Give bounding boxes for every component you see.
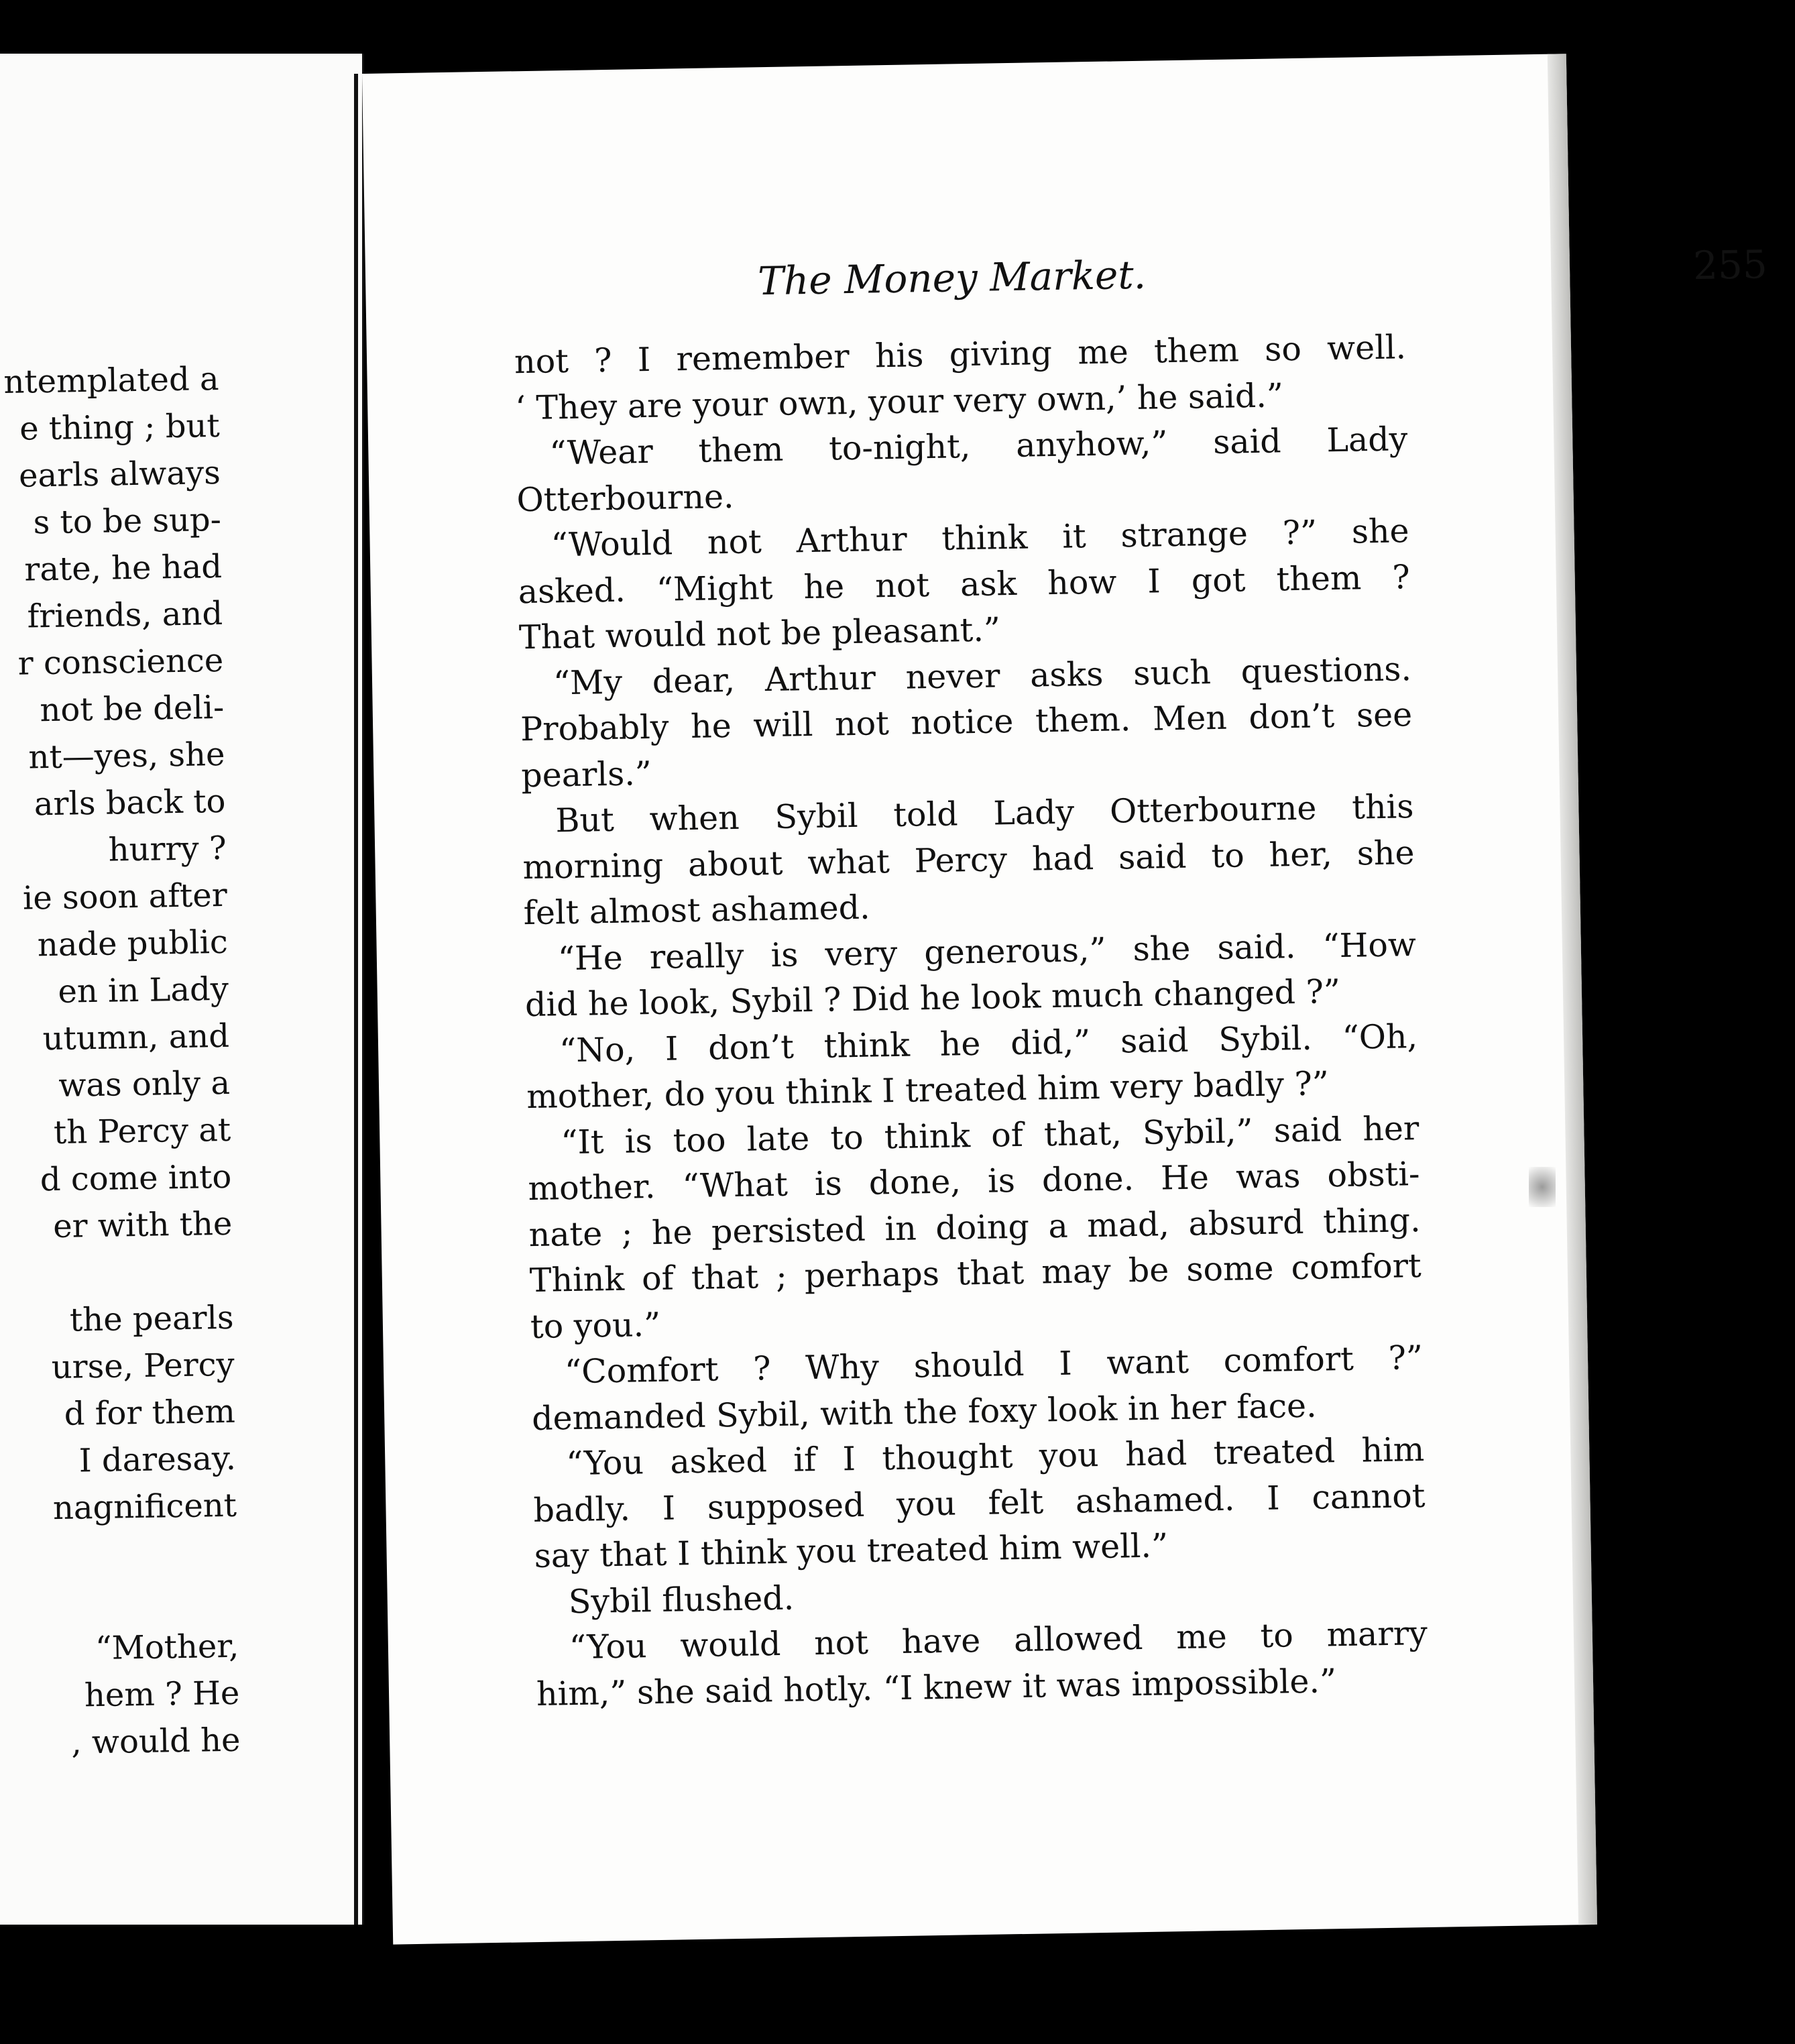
body-line: to you.” <box>530 1305 661 1346</box>
scan-smudge <box>1529 1167 1556 1207</box>
main-page <box>362 54 1768 1944</box>
body-line: pearls.” <box>520 754 652 795</box>
facing-page-line: th Percy at <box>53 1111 231 1152</box>
body-line: “It is too late to think of that, Sybil,” said her <box>560 1109 1420 1161</box>
facing-page-line: en in Lady <box>57 970 229 1011</box>
facing-page-line: , would he <box>70 1721 241 1762</box>
facing-page-line <box>19 1576 239 1626</box>
facing-page-line: d come into <box>40 1157 232 1199</box>
facing-page-line: “Mother, <box>95 1627 239 1668</box>
facing-page-line <box>14 1247 233 1298</box>
body-line: “My dear, Arthur never asks such questions. <box>553 649 1412 702</box>
facing-page-line: urse, Percy <box>51 1345 235 1387</box>
facing-page-line: arls back to <box>34 782 226 824</box>
facing-page-line: was only a <box>58 1064 231 1104</box>
facing-page-line: r conscience <box>17 641 224 683</box>
body-line: Think of that ; perhaps that may be some comfort <box>529 1247 1422 1300</box>
facing-page-line: friends, and <box>27 594 223 636</box>
body-line: did he look, Sybil ? Did he look much changed ?” <box>524 972 1341 1025</box>
facing-page-line: nt—yes, she <box>28 735 225 777</box>
body-line: “Comfort ? Why should I want comfort ?” <box>564 1339 1424 1392</box>
facing-page-line: ie soon after <box>22 876 228 917</box>
body-line: “You asked if I thought you had treated him <box>565 1430 1425 1483</box>
body-line: ‘ They are your own, your very own,’ he said.” <box>514 376 1284 427</box>
facing-page-line <box>19 1529 238 1579</box>
body-line: Otterbourne. <box>516 477 734 519</box>
facing-page-line: hem ? He <box>84 1674 240 1715</box>
body-line: him,” she said hotly. “I knew it was impossible.” <box>536 1661 1337 1713</box>
body-line: But when Sybil told Lady Otterbourne this <box>555 787 1414 840</box>
body-line: demanded Sybil, with the foxy look in her face. <box>531 1386 1318 1438</box>
body-line: badly. I supposed you felt ashamed. I cannot <box>533 1476 1426 1530</box>
running-title: The Money Market. <box>757 251 1147 304</box>
facing-page-line: the pearls <box>69 1298 234 1339</box>
body-line: Probably he will not notice them. Men don’t see <box>520 695 1413 749</box>
body-line: felt almost ashamed. <box>523 888 871 933</box>
body-line: “No, I don’t think he did,” said Sybil. “Oh, <box>559 1017 1418 1070</box>
body-line: mother, do you think I treated him very badly ?” <box>526 1064 1330 1117</box>
facing-page-line: s to be sup- <box>33 500 222 542</box>
facing-page-line: earls always <box>18 453 221 495</box>
body-line: mother. “What is done, is done. He was obsti- <box>528 1155 1420 1208</box>
page-number: 255 <box>1692 241 1768 289</box>
body-line: “Would not Arthur think it strange ?” she <box>551 512 1409 565</box>
body-line: “Wear them to-night, anyhow,” said Lady <box>548 420 1408 473</box>
body-line: “He really is very generous,” she said. “How <box>557 925 1417 978</box>
facing-page-line: I daresay. <box>78 1439 237 1480</box>
facing-page-line: hurry ? <box>108 829 227 869</box>
facing-page-line: er with the <box>52 1204 233 1246</box>
page-gutter <box>354 74 358 1925</box>
page-edge <box>1548 54 1597 1925</box>
facing-page-line: not be deli- <box>40 688 225 730</box>
facing-page <box>0 54 364 1925</box>
facing-page-line: e thing ; but <box>19 406 221 448</box>
body-line: morning about what Percy had said to her, she <box>522 833 1415 887</box>
body-line: That would not be pleasant.” <box>518 610 1001 657</box>
facing-page-line: utumn, and <box>42 1017 230 1058</box>
body-line: asked. “Might he not ask how I got them ? <box>518 557 1411 611</box>
page-header <box>757 241 1768 304</box>
body-line: say that I think you treated him well.” <box>534 1526 1169 1576</box>
body-line: Sybil flushed. <box>568 1579 795 1621</box>
facing-page-text <box>0 355 241 1767</box>
body-line: not ? I remember his giving me them so well. <box>514 328 1407 382</box>
body-line: “You would not have allowed me to marry <box>569 1613 1428 1667</box>
facing-page-line: nade public <box>37 923 229 964</box>
facing-page-line: nagnificent <box>52 1486 237 1528</box>
body-line: nate ; he persisted in doing a mad, absurd thing. <box>528 1200 1422 1254</box>
facing-page-line: ntemplated a <box>3 359 219 402</box>
body-text <box>514 325 1429 1717</box>
facing-page-line: d for them <box>64 1392 236 1433</box>
facing-page-line: rate, he had <box>23 547 223 589</box>
